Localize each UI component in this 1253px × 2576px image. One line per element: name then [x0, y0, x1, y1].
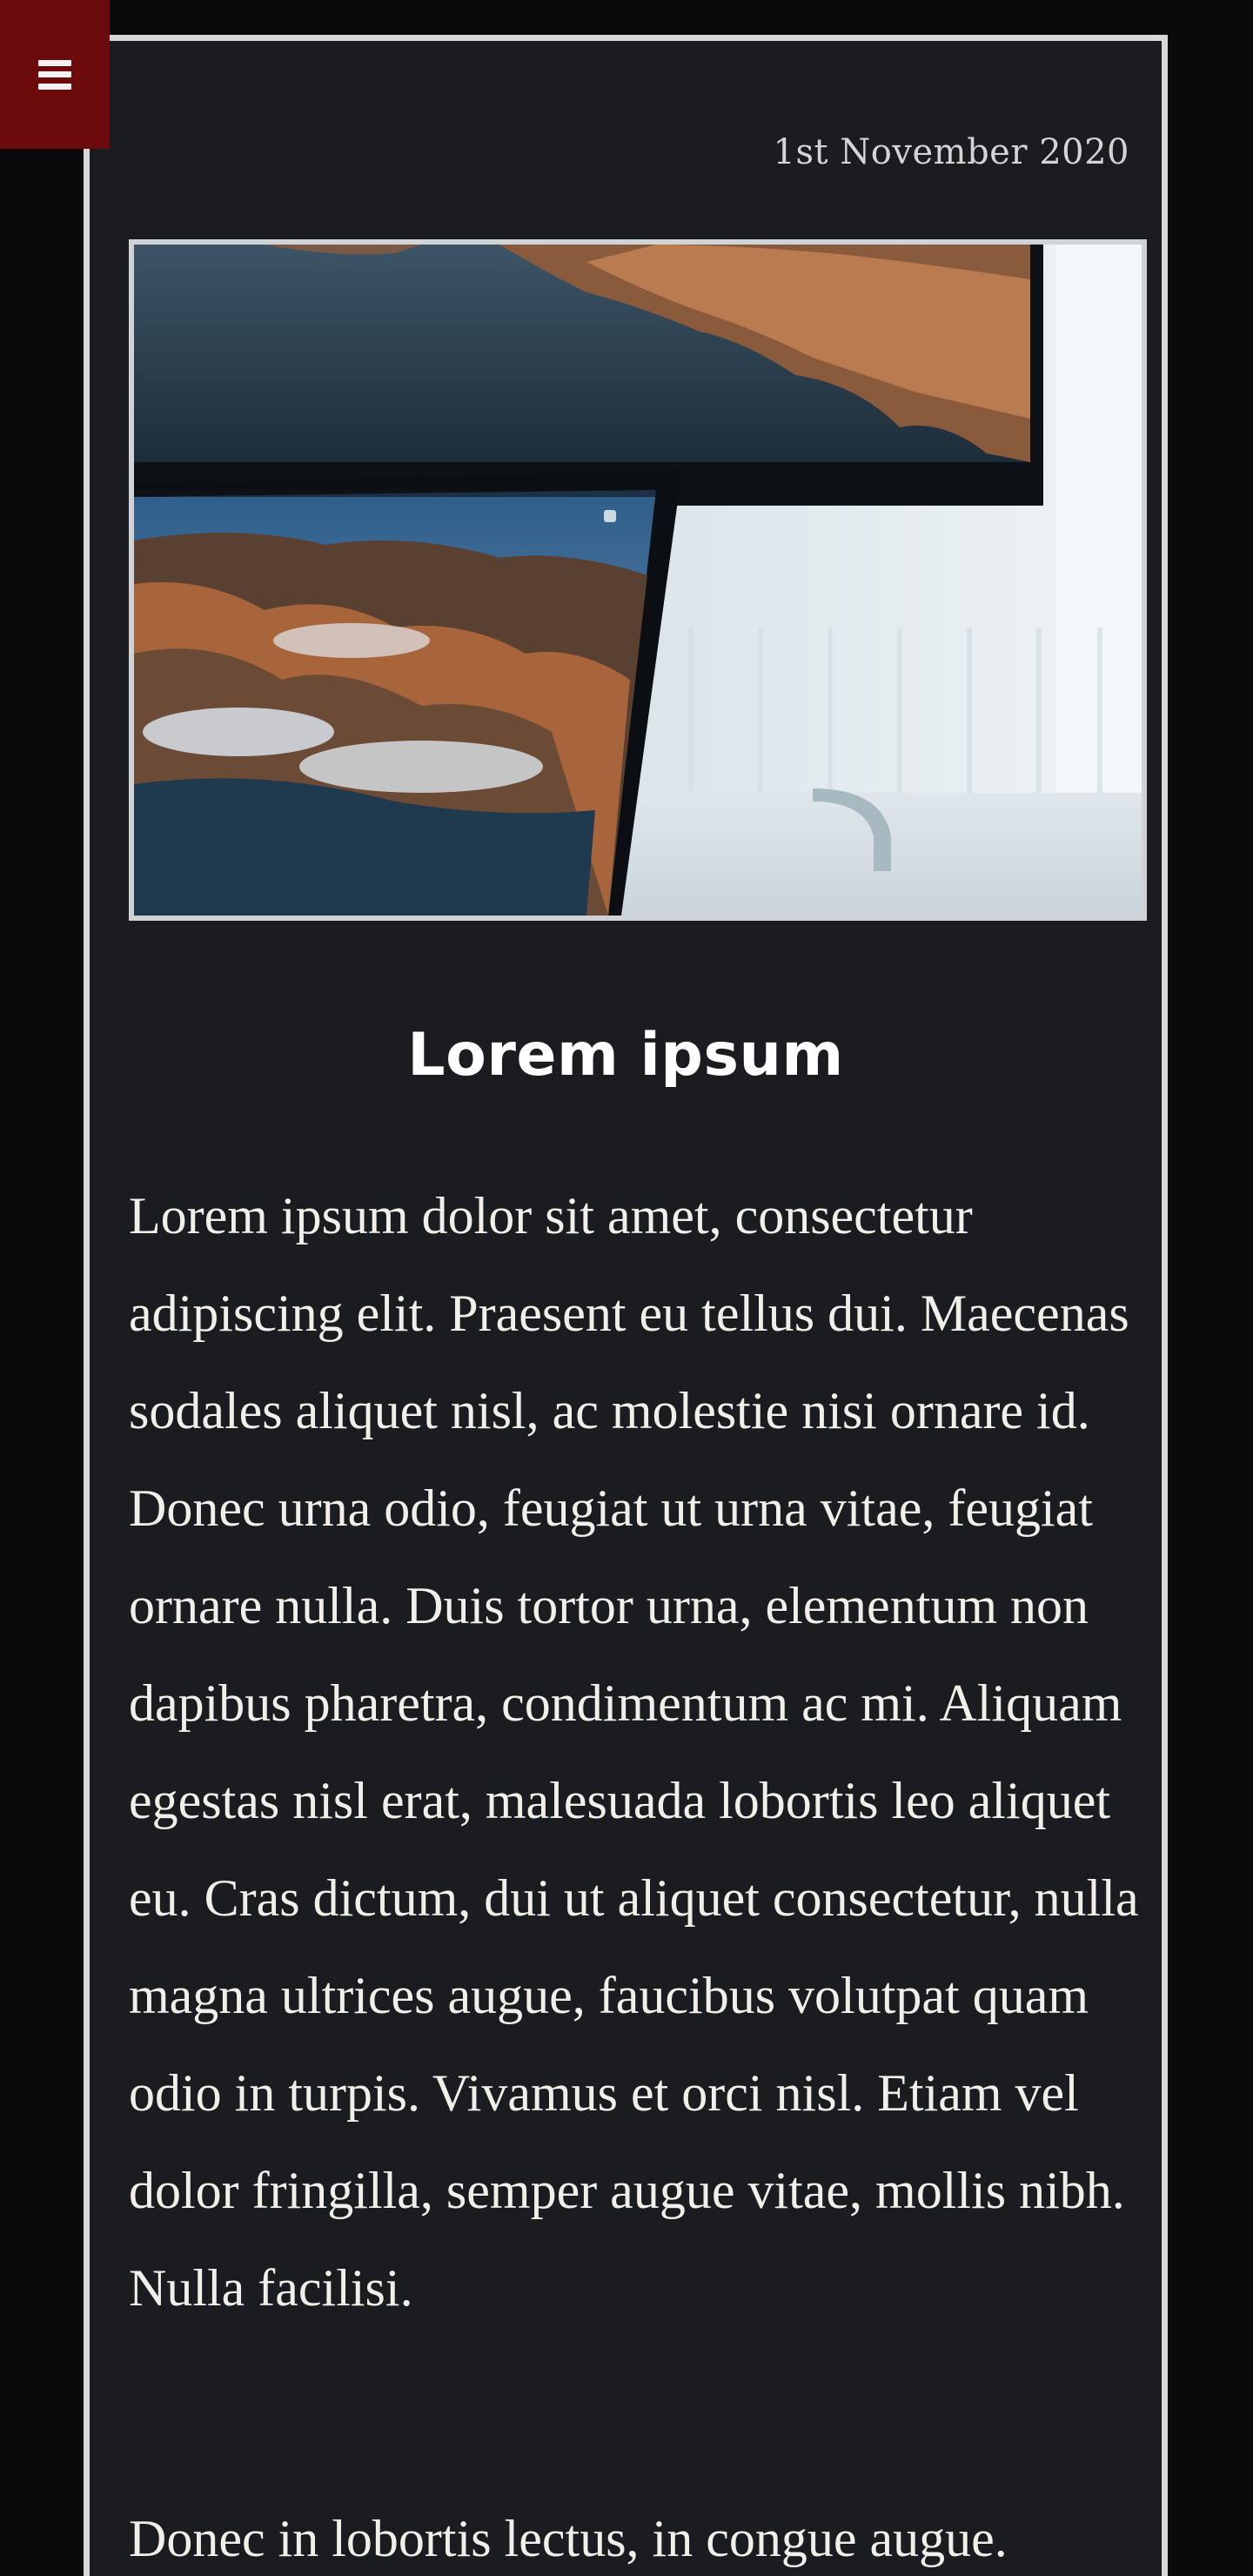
- post-image: [129, 239, 1147, 921]
- hamburger-icon: [38, 60, 71, 90]
- post-card: [84, 35, 1168, 2576]
- menu-button[interactable]: [0, 0, 110, 149]
- post-paragraph: Donec in lobortis lectus, in congue augue.: [129, 2510, 1008, 2567]
- post-paragraph: Lorem ipsum dolor sit amet, consectetur adipiscing elit. Praesent eu tellus dui. Maecenas sodales aliquet nisl, ac molestie nisi ornare id. Donec urna odio, feugiat ut urna vitae, feugiat ornare nulla. Duis tortor urna, elementum non dapibus pharetra, condimentum ac mi. Aliquam egestas nisl erat, malesuada lobortis leo aliquet eu. Cras dictum, dui ut aliquet consectetur, nulla magna ultrices augue, faucibus volutpat quam odio in turpis. Vivamus et orci nisl. Etiam vel dolor fringilla, semper augue vitae, mollis nibh. Nulla facilisi.: [129, 1187, 1139, 2317]
- post-title: Lorem ipsum: [407, 1021, 844, 1090]
- post-date: 1st November 2020: [773, 132, 1129, 172]
